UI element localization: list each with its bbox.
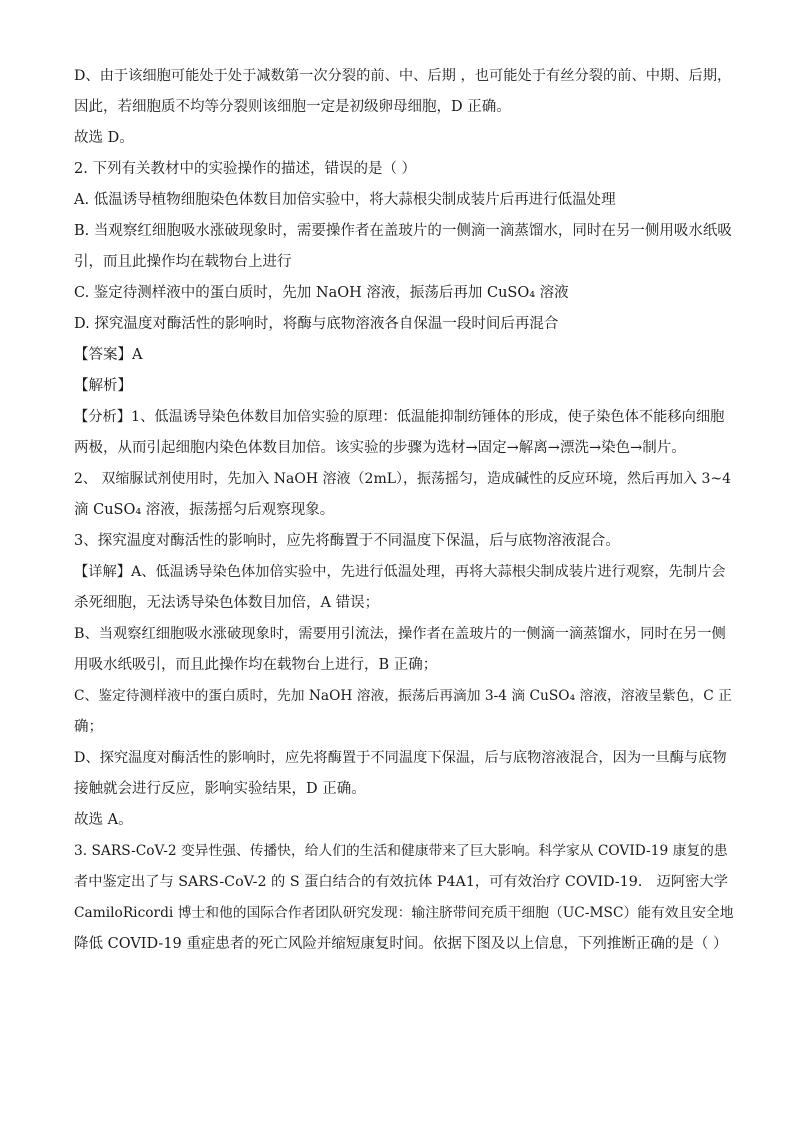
analysis-text: 2、 双缩脲试剂使用时，先加入 NaOH 溶液（2mL），振荡摇匀，造成碱性的反应环境，然后再加入 3~4 xyxy=(74,471,732,487)
analysis-text: 3、探究温度对酶活性的影响时，应先将酶置于不同温度下保温，后与底物溶液混合。 xyxy=(74,533,620,549)
option-c: C. 鉴定待测样液中的蛋白质时，先加 NaOH 溶液，振荡后再加 CuSO₄ 溶液 xyxy=(74,285,569,301)
answer-choice: 故选 A。 xyxy=(74,812,133,828)
analysis-heading: 【解析】 xyxy=(74,378,132,394)
detail-text: D、探究温度对酶活性的影响时，应先将酶置于不同温度下保温，后与底物溶液混合，因为一旦酶与底物 xyxy=(74,750,727,766)
analysis-text: 【分析】1、低温诱导染色体数目加倍实验的原理：低温能抑制纺锤体的形成，使子染色体不能移向细胞 xyxy=(74,409,725,425)
question-3-stem: 3. SARS-CoV-2 变异性强、传播快，给人们的生活和健康带来了巨大影响。科学家从 COVID-19 康复的患 xyxy=(74,843,728,859)
option-b: B. 当观察红细胞吸水涨破现象时，需要操作者在盖玻片的一侧滴一滴蒸馏水，同时在另一侧用吸水纸吸 xyxy=(74,223,732,239)
option-d: D. 探究温度对酶活性的影响时，将酶与底物溶液各自保温一段时间后再混合 xyxy=(74,316,559,332)
detail-text: B、当观察红细胞吸水涨破现象时，需要用引流法，操作者在盖玻片的一侧滴一滴蒸馏水，同时在另一侧 xyxy=(74,626,726,642)
question-3-stem: 降低 COVID-19 重症患者的死亡风险并缩短康复时间。依据下图及以上信息，下列推断正确的是（ ） xyxy=(74,936,728,952)
question-2-stem: 2. 下列有关教材中的实验操作的描述，错误的是（ ） xyxy=(74,161,417,177)
detail-text: 【详解】A、低温诱导染色体加倍实验中，先进行低温处理，再将大蒜根尖制成装片进行观察，先制片会 xyxy=(74,564,726,580)
detail-text: 用吸水纸吸引，而且此操作均在载物台上进行，B 正确； xyxy=(74,657,438,673)
option-b-continued: 引，而且此操作均在载物台上进行 xyxy=(74,254,292,270)
answer-label: 【答案】A xyxy=(74,347,143,363)
option-a: A. 低温诱导植物细胞染色体数目加倍实验中，将大蒜根尖制成装片后再进行低温处理 xyxy=(74,192,616,208)
detail-text: 接触就会进行反应，影响实验结果，D 正确。 xyxy=(74,781,366,797)
question-3-stem: CamiloRicordi 博士和他的国际合作者团队研究发现：输注脐带间充质干细胞（UC-MSC）能有效且安全地 xyxy=(74,905,734,921)
detail-text: 杀死细胞，无法诱导染色体数目加倍，A 错误； xyxy=(74,595,380,611)
detail-text: C、鉴定待测样液中的蛋白质时，先加 NaOH 溶液，振荡后再滴加 3-4 滴 CuSO₄ 溶液，溶液呈紫色，C 正 xyxy=(74,688,732,704)
analysis-text: 滴 CuSO₄ 溶液，振荡摇匀后观察现象。 xyxy=(74,502,335,518)
detail-text: 确； xyxy=(74,719,103,735)
text-line: 因此，若细胞质不均等分裂则该细胞一定是初级卵母细胞，D 正确。 xyxy=(74,99,511,115)
question-3-stem: 者中鉴定出了与 SARS-CoV-2 的 S 蛋白结合的有效抗体 P4A1，可有效治疗 COVID-19． 迈阿密大学 xyxy=(74,874,728,890)
text-line: D、由于该细胞可能处于处于减数第一次分裂的前、中、后期 ，也可能处于有丝分裂的前、中期、后期， xyxy=(74,68,732,84)
analysis-text: 两极，从而引起细胞内染色体数目加倍。该实验的步骤为选材→固定→解离→漂洗→染色→制片。 xyxy=(74,440,686,456)
text-line: 故选 D。 xyxy=(74,130,134,146)
